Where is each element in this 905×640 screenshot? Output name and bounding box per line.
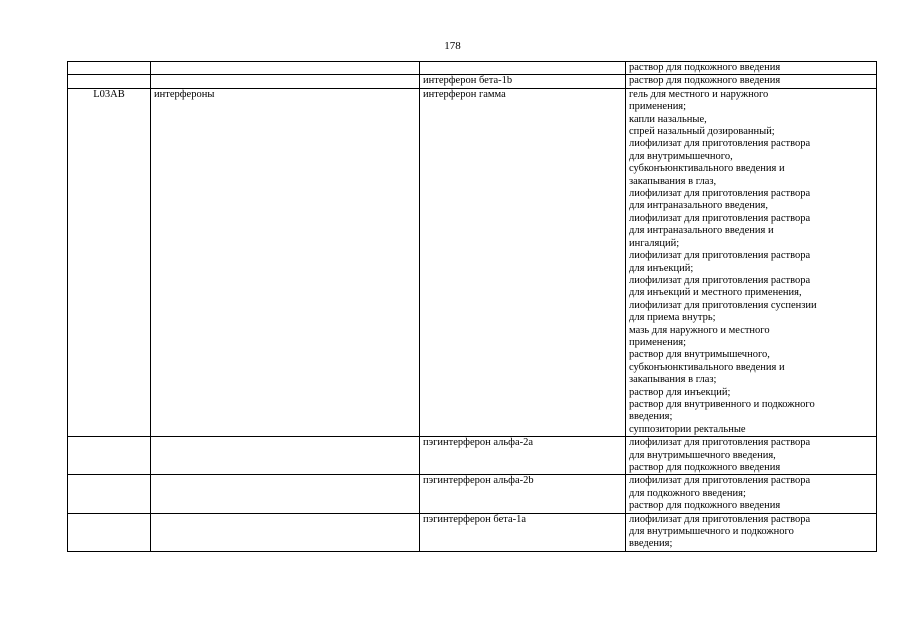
dosage-form-cell: [626, 475, 877, 513]
drug-table: [67, 61, 877, 552]
table-row: [68, 88, 877, 436]
dosage-form-line: введения;: [629, 411, 673, 423]
dosage-form-line: лиофилизат для приготовления раствора: [629, 274, 811, 286]
dosage-form-line: лиофилизат для приготовления раствора: [629, 475, 811, 487]
dosage-form-line: раствор для подкожного введения: [629, 462, 781, 473]
dosage-form-line: раствор для подкожного введения: [629, 62, 781, 73]
dosage-form-line: лиофилизат для приготовления раствора: [629, 250, 811, 262]
dosage-form-line: для внутримышечного и подкожного: [629, 526, 794, 538]
atc-code-cell: [68, 513, 151, 551]
drug-name-cell: пэгинтерферон альфа-2а: [420, 437, 626, 475]
drug-name-cell: интерферон бета-1b: [420, 75, 626, 88]
dosage-form-line: лиофилизат для приготовления раствора: [629, 437, 811, 449]
dosage-form-line: лиофилизат для приготовления раствора: [629, 212, 811, 224]
drug-name-cell: [420, 62, 626, 75]
dosage-form-line: мазь для наружного и местного: [629, 324, 770, 336]
dosage-form-line: гель для местного и наружного: [629, 88, 769, 100]
dosage-form-line: капли назальные,: [629, 113, 707, 125]
drug-name-cell: интерферон гамма: [420, 88, 626, 436]
dosage-form-line: лиофилизат для приготовления раствора: [629, 138, 811, 150]
dosage-form-line: спрей назальный дозированный;: [629, 126, 775, 138]
atc-code-cell: [68, 75, 151, 88]
dosage-form-line: закапывания в глаз;: [629, 374, 717, 386]
dosage-form-cell: [626, 75, 877, 88]
table-row: [68, 513, 877, 551]
dosage-form-line: закапывания в глаз,: [629, 175, 717, 187]
dosage-form-line: применения;: [629, 101, 687, 113]
atc-code-cell: [68, 475, 151, 513]
drug-name-cell: пэгинтерферон альфа-2b: [420, 475, 626, 513]
dosage-form-line: для инъекций и местного применения,: [629, 287, 802, 299]
table-row: [68, 437, 877, 475]
drug-group-cell: [151, 513, 420, 551]
dosage-form-line: для внутримышечного,: [629, 150, 733, 162]
dosage-form-line: для инъекций;: [629, 262, 694, 274]
dosage-form-cell: [626, 88, 877, 436]
dosage-form-line: лиофилизат для приготовления раствора: [629, 188, 811, 200]
dosage-form-line: раствор для внутривенного и подкожного: [629, 398, 815, 410]
dosage-form-line: субконъюнктивального введения и: [629, 361, 785, 373]
dosage-form-cell: [626, 513, 877, 551]
dosage-form-line: для приема внутрь;: [629, 312, 716, 324]
dosage-form-line: лиофилизат для приготовления раствора: [629, 513, 811, 525]
page-number: 178: [444, 40, 461, 52]
table-row: [68, 75, 877, 88]
dosage-form-line: суппозитории ректальные: [629, 423, 746, 435]
dosage-form-line: для интраназального введения и: [629, 225, 774, 237]
dosage-form-line: раствор для внутримышечного,: [629, 349, 770, 361]
dosage-form-line: лиофилизат для приготовления суспензии: [629, 299, 817, 311]
dosage-form-line: для интраназального введения,: [629, 200, 768, 212]
dosage-form-cell: [626, 437, 877, 475]
dosage-form-cell: [626, 62, 877, 75]
dosage-form-line: введения;: [629, 538, 673, 550]
table-row: [68, 62, 877, 75]
drug-group-cell: [151, 62, 420, 75]
atc-code-cell: [68, 437, 151, 475]
dosage-form-line: ингаляций;: [629, 237, 680, 249]
dosage-form-line: субконъюнктивального введения и: [629, 163, 785, 175]
table-body: [68, 62, 877, 552]
drug-group-cell: [151, 437, 420, 475]
dosage-form-line: для подкожного введения;: [629, 487, 746, 499]
dosage-form-line: раствор для подкожного введения: [629, 500, 781, 512]
drug-group-cell: [151, 475, 420, 513]
drug-group-cell: [151, 75, 420, 88]
dosage-form-line: раствор для инъекций;: [629, 386, 731, 398]
atc-code-cell: L03AB: [68, 88, 151, 436]
dosage-form-line: раствор для подкожного введения: [629, 75, 781, 87]
dosage-form-line: применения;: [629, 336, 687, 348]
dosage-form-line: для внутримышечного введения,: [629, 449, 776, 461]
table-row: [68, 475, 877, 513]
drug-group-cell: интерфероны: [151, 88, 420, 436]
atc-code-cell: [68, 62, 151, 75]
drug-name-cell: пэгинтерферон бета-1а: [420, 513, 626, 551]
